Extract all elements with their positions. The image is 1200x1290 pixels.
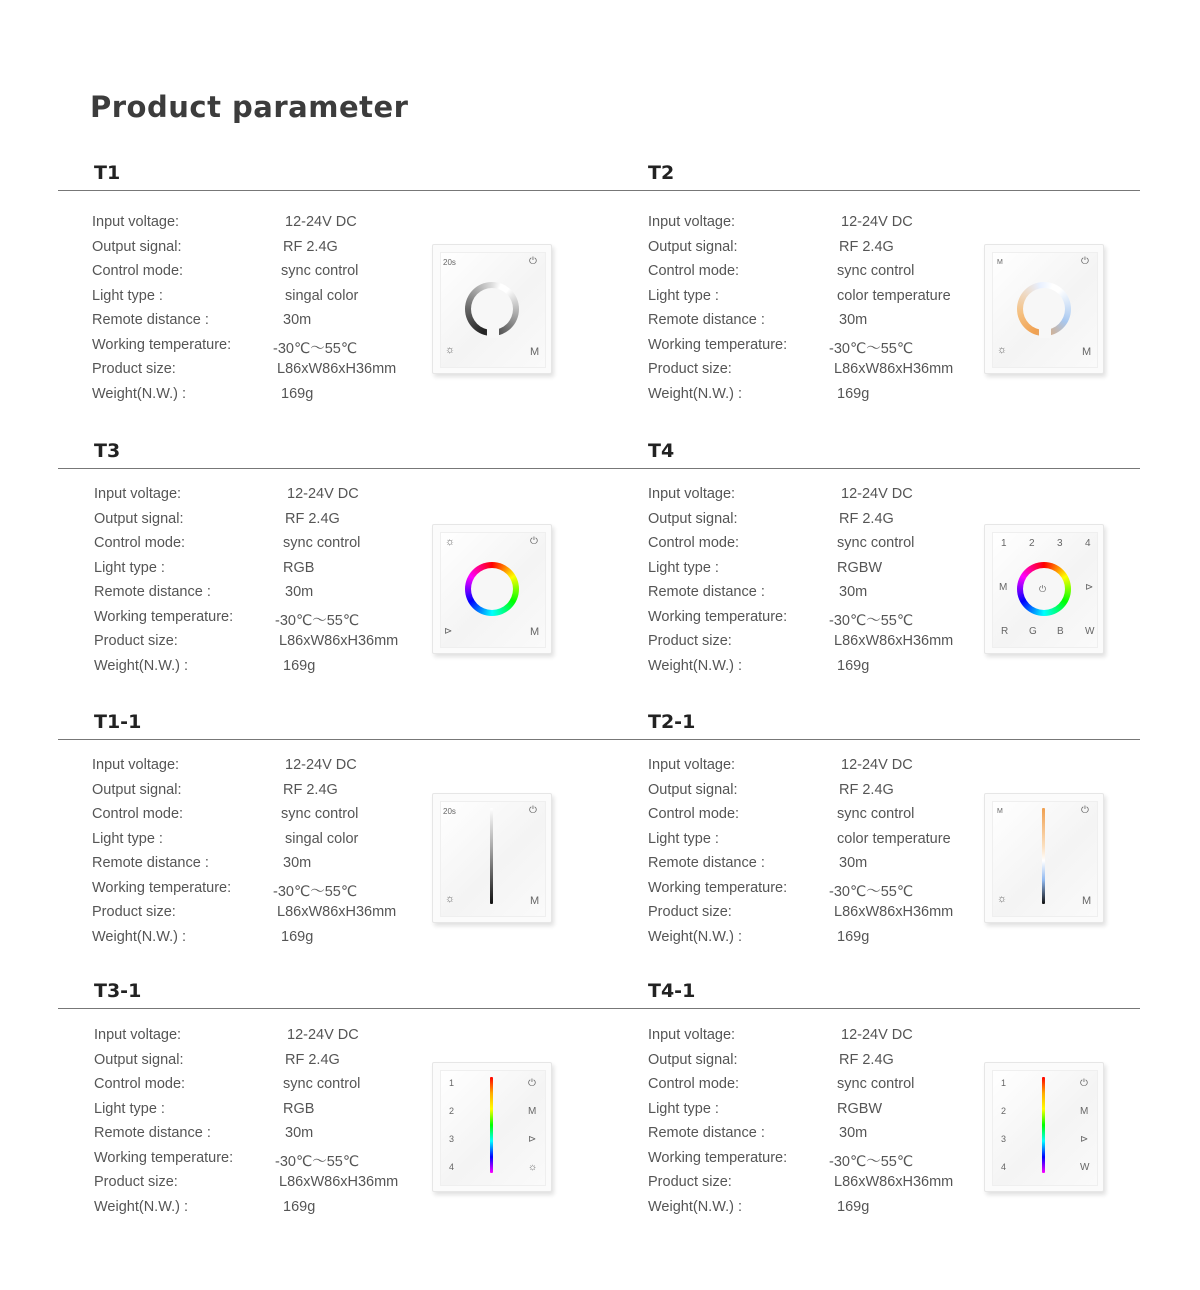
scene-2-button[interactable]: 2: [1029, 538, 1035, 549]
power-icon[interactable]: ⏻: [529, 256, 537, 267]
param-label: Light type :: [648, 830, 719, 847]
param-value: -30℃～55℃: [829, 612, 914, 629]
touch-slider[interactable]: [1042, 1077, 1045, 1173]
brightness-icon[interactable]: ☼: [445, 536, 456, 548]
scene-3-button[interactable]: 3: [1057, 538, 1063, 549]
param-label: Remote distance :: [92, 312, 209, 328]
scene-4-button[interactable]: 4: [1001, 1162, 1007, 1172]
param-label: Control mode:: [94, 1076, 186, 1092]
panel-frame: [984, 244, 1104, 374]
param-label: Output signal:: [94, 1051, 184, 1068]
power-icon[interactable]: ⏻: [530, 536, 538, 547]
section-divider: [58, 190, 614, 191]
param-value: 169g: [837, 657, 870, 674]
touch-slider[interactable]: [490, 808, 493, 904]
product-title: T2-1: [648, 711, 696, 733]
param-label: Working temperature:: [648, 1149, 788, 1166]
scene-2-button[interactable]: 2: [449, 1106, 455, 1116]
param-label: Weight(N.W.) :: [94, 1198, 188, 1215]
param-value: L86xW86xH36mm: [834, 1174, 954, 1190]
param-value: -30℃～55℃: [275, 1153, 360, 1170]
scene-4-button[interactable]: 4: [449, 1162, 455, 1172]
touch-slider[interactable]: [490, 1077, 493, 1173]
param-label: Product size:: [94, 1174, 178, 1190]
wheel-gap: [1039, 322, 1051, 338]
param-value: -30℃～55℃: [273, 340, 358, 357]
param-label: Remote distance :: [92, 855, 209, 871]
param-label: Weight(N.W.) :: [92, 928, 186, 945]
param-label: Product size:: [648, 1174, 732, 1190]
green-button[interactable]: G: [1029, 626, 1037, 637]
param-value: 12-24V DC: [841, 214, 913, 230]
power-icon[interactable]: ⏻: [1080, 1078, 1088, 1089]
param-value: 30m: [283, 312, 312, 328]
scene-2-button[interactable]: 2: [1001, 1106, 1007, 1116]
mode-button[interactable]: M: [1082, 346, 1092, 358]
product-title: T2: [648, 162, 675, 184]
param-label: Control mode:: [648, 1076, 740, 1092]
brightness-icon[interactable]: ☼: [445, 893, 456, 905]
param-label: Output signal:: [94, 510, 184, 527]
section-divider: [58, 468, 614, 469]
product-section-t2-1: [614, 711, 1140, 971]
brightness-icon[interactable]: ☼: [528, 1162, 538, 1173]
param-label: Working temperature:: [94, 1149, 234, 1166]
param-label: Control mode:: [648, 806, 740, 822]
param-value: 12-24V DC: [841, 757, 913, 773]
param-value: 30m: [839, 855, 868, 871]
param-value: L86xW86xH36mm: [834, 633, 954, 649]
scene-1-button[interactable]: 1: [1001, 538, 1007, 549]
product-title: T4-1: [648, 980, 696, 1002]
product-section-t2: [614, 162, 1140, 422]
param-value: RGB: [283, 559, 315, 576]
param-label: Light type :: [648, 1100, 719, 1117]
product-image-t1: [432, 244, 550, 372]
param-value: sync control: [837, 1076, 915, 1092]
param-value: 12-24V DC: [285, 214, 357, 230]
mode-button[interactable]: M: [999, 582, 1008, 593]
section-divider: [58, 739, 614, 740]
param-label: Working temperature:: [648, 336, 788, 353]
param-label: Input voltage:: [648, 757, 736, 773]
param-label: Product size:: [94, 633, 178, 649]
param-value: L86xW86xH36mm: [834, 904, 954, 920]
touch-wheel[interactable]: [1017, 282, 1071, 336]
param-value: singal color: [285, 830, 359, 847]
param-value: -30℃～55℃: [829, 883, 914, 900]
panel-frame: [984, 524, 1104, 654]
param-value: singal color: [285, 287, 359, 304]
speed-icon[interactable]: ⊳: [1085, 582, 1094, 593]
param-value: -30℃～55℃: [829, 1153, 914, 1170]
param-label: Control mode:: [94, 535, 186, 551]
section-divider: [614, 739, 1140, 740]
power-icon[interactable]: ⏻: [528, 1078, 536, 1089]
param-label: Light type :: [94, 1100, 165, 1117]
param-value: 12-24V DC: [287, 1027, 359, 1043]
param-value: sync control: [837, 806, 915, 822]
param-label: Control mode:: [648, 535, 740, 551]
mode-button[interactable]: M: [530, 895, 540, 907]
param-value: 12-24V DC: [285, 757, 357, 773]
param-label: Control mode:: [92, 806, 184, 822]
param-value: L86xW86xH36mm: [279, 633, 399, 649]
param-value: sync control: [281, 806, 359, 822]
product-image-t1-1: [432, 793, 550, 921]
param-label: Input voltage:: [92, 214, 180, 230]
param-label: Working temperature:: [92, 879, 232, 896]
mode-button[interactable]: M: [530, 346, 540, 358]
param-value: 30m: [839, 584, 868, 600]
param-label: Input voltage:: [92, 757, 180, 773]
param-value: RGBW: [837, 559, 883, 576]
param-value: color temperature: [837, 287, 951, 304]
param-value: 169g: [837, 928, 870, 945]
red-button[interactable]: R: [1001, 626, 1009, 637]
speed-icon[interactable]: ⊳: [1080, 1134, 1089, 1145]
param-value: 169g: [281, 928, 314, 945]
wheel-gap: [487, 322, 499, 338]
product-title: T3: [94, 440, 121, 462]
param-label: Input voltage:: [648, 214, 736, 230]
param-value: 169g: [283, 1198, 316, 1215]
param-label: Weight(N.W.) :: [94, 657, 188, 674]
param-value: RF 2.4G: [285, 510, 340, 527]
param-value: 30m: [839, 1125, 868, 1141]
mode-button[interactable]: M: [530, 626, 540, 638]
param-label: Light type :: [648, 287, 719, 304]
param-value: RF 2.4G: [839, 510, 894, 527]
brightness-icon[interactable]: ☼: [997, 344, 1008, 356]
param-value: 30m: [285, 584, 314, 600]
param-value: 169g: [283, 657, 316, 674]
param-label: Working temperature:: [648, 879, 788, 896]
param-label: Light type :: [92, 287, 163, 304]
param-label: Output signal:: [648, 781, 738, 798]
param-value: color temperature: [837, 830, 951, 847]
param-label: Remote distance :: [94, 1125, 211, 1141]
scene-3-button[interactable]: 3: [1001, 1134, 1007, 1144]
power-icon[interactable]: ⏻: [1081, 805, 1089, 816]
panel-frame: [984, 793, 1104, 923]
param-value: RF 2.4G: [283, 781, 338, 798]
param-label: Light type :: [94, 559, 165, 576]
param-value: L86xW86xH36mm: [279, 1174, 399, 1190]
product-section-t3-1: [58, 980, 614, 1240]
scene-1-button[interactable]: 1: [1001, 1078, 1007, 1088]
param-value: 169g: [837, 385, 870, 402]
mode-button[interactable]: M: [1082, 895, 1092, 907]
cct-switch-icon[interactable]: M: [997, 259, 1003, 266]
param-value: RGB: [283, 1100, 315, 1117]
product-image-t4: [984, 524, 1102, 652]
product-title: T4: [648, 440, 675, 462]
power-icon[interactable]: ⏻: [529, 805, 537, 816]
param-label: Control mode:: [648, 263, 740, 279]
param-value: RF 2.4G: [285, 1051, 340, 1068]
param-label: Product size:: [648, 904, 732, 920]
param-label: Product size:: [92, 361, 176, 377]
param-label: Output signal:: [648, 510, 738, 527]
param-label: Remote distance :: [648, 1125, 765, 1141]
param-label: Output signal:: [92, 781, 182, 798]
product-section-t3: [58, 440, 614, 700]
param-value: 30m: [283, 855, 312, 871]
param-value: RF 2.4G: [839, 238, 894, 255]
param-label: Weight(N.W.) :: [92, 385, 186, 402]
param-value: RF 2.4G: [283, 238, 338, 255]
cct-switch-icon[interactable]: M: [997, 808, 1003, 815]
section-divider: [614, 190, 1140, 191]
param-value: L86xW86xH36mm: [277, 904, 397, 920]
touch-wheel-center: [471, 568, 513, 610]
delay-icon[interactable]: 20s: [443, 807, 456, 816]
param-label: Working temperature:: [94, 608, 234, 625]
param-label: Output signal:: [648, 1051, 738, 1068]
brightness-icon[interactable]: ☼: [997, 893, 1008, 905]
speed-icon[interactable]: ⊳: [444, 626, 453, 637]
param-label: Working temperature:: [92, 336, 232, 353]
param-value: sync control: [283, 535, 361, 551]
product-title: T1: [94, 162, 121, 184]
param-label: Input voltage:: [648, 486, 736, 502]
delay-icon[interactable]: 20s: [443, 258, 456, 267]
product-title: T1-1: [94, 711, 142, 733]
param-value: 169g: [837, 1198, 870, 1215]
page-title: Product parameter: [90, 90, 409, 124]
param-value: 169g: [281, 385, 314, 402]
param-value: L86xW86xH36mm: [834, 361, 954, 377]
param-value: RF 2.4G: [839, 781, 894, 798]
param-label: Input voltage:: [94, 486, 182, 502]
param-value: -30℃～55℃: [829, 340, 914, 357]
section-divider: [614, 468, 1140, 469]
param-value: 30m: [839, 312, 868, 328]
param-value: 12-24V DC: [841, 1027, 913, 1043]
panel-frame: [432, 244, 552, 374]
param-value: sync control: [837, 263, 915, 279]
product-image-t3-1: [432, 1062, 550, 1190]
param-label: Remote distance :: [648, 584, 765, 600]
section-divider: [614, 1008, 1140, 1009]
product-section-t1-1: [58, 711, 614, 971]
product-section-t4-1: [614, 980, 1140, 1240]
param-label: Weight(N.W.) :: [648, 657, 742, 674]
param-value: sync control: [837, 535, 915, 551]
param-value: -30℃～55℃: [273, 883, 358, 900]
speed-icon[interactable]: ⊳: [528, 1134, 537, 1145]
touch-wheel[interactable]: [465, 282, 519, 336]
scene-4-button[interactable]: 4: [1085, 538, 1091, 549]
param-label: Light type :: [648, 559, 719, 576]
param-label: Product size:: [92, 904, 176, 920]
product-image-t2-1: [984, 793, 1102, 921]
param-value: RGBW: [837, 1100, 883, 1117]
panel-frame: [432, 524, 552, 654]
mode-button[interactable]: M: [528, 1106, 537, 1117]
param-label: Remote distance :: [648, 855, 765, 871]
param-label: Output signal:: [648, 238, 738, 255]
param-label: Output signal:: [92, 238, 182, 255]
param-value: RF 2.4G: [839, 1051, 894, 1068]
param-value: sync control: [283, 1076, 361, 1092]
param-label: Input voltage:: [94, 1027, 182, 1043]
product-image-t2: [984, 244, 1102, 372]
param-value: L86xW86xH36mm: [277, 361, 397, 377]
panel-frame: [984, 1062, 1104, 1192]
param-label: Product size:: [648, 361, 732, 377]
brightness-icon[interactable]: ☼: [445, 344, 456, 356]
mode-button[interactable]: M: [1080, 1106, 1089, 1117]
param-value: 12-24V DC: [841, 486, 913, 502]
param-value: 12-24V DC: [287, 486, 359, 502]
param-value: 30m: [285, 1125, 314, 1141]
product-image-t4-1: [984, 1062, 1102, 1190]
param-label: Product size:: [648, 633, 732, 649]
param-label: Light type :: [92, 830, 163, 847]
param-value: sync control: [281, 263, 359, 279]
param-label: Control mode:: [92, 263, 184, 279]
product-section-t1: [58, 162, 614, 422]
param-label: Weight(N.W.) :: [648, 1198, 742, 1215]
param-value: -30℃～55℃: [275, 612, 360, 629]
section-divider: [58, 1008, 614, 1009]
product-title: T3-1: [94, 980, 142, 1002]
power-icon[interactable]: ⏻: [1039, 584, 1047, 594]
blue-button[interactable]: B: [1057, 626, 1064, 637]
panel-frame: [432, 1062, 552, 1192]
param-label: Remote distance :: [94, 584, 211, 600]
touch-wheel[interactable]: [465, 562, 519, 616]
param-label: Input voltage:: [648, 1027, 736, 1043]
power-icon[interactable]: ⏻: [1081, 256, 1089, 267]
param-label: Weight(N.W.) :: [648, 385, 742, 402]
touch-slider[interactable]: [1042, 808, 1045, 904]
product-section-t4: [614, 440, 1140, 700]
panel-frame: [432, 793, 552, 923]
scene-3-button[interactable]: 3: [449, 1134, 455, 1144]
param-label: Remote distance :: [648, 312, 765, 328]
scene-1-button[interactable]: 1: [449, 1078, 455, 1088]
param-label: Working temperature:: [648, 608, 788, 625]
param-label: Weight(N.W.) :: [648, 928, 742, 945]
product-image-t3: [432, 524, 550, 652]
white-button[interactable]: W: [1085, 626, 1095, 637]
white-button[interactable]: W: [1080, 1162, 1090, 1173]
